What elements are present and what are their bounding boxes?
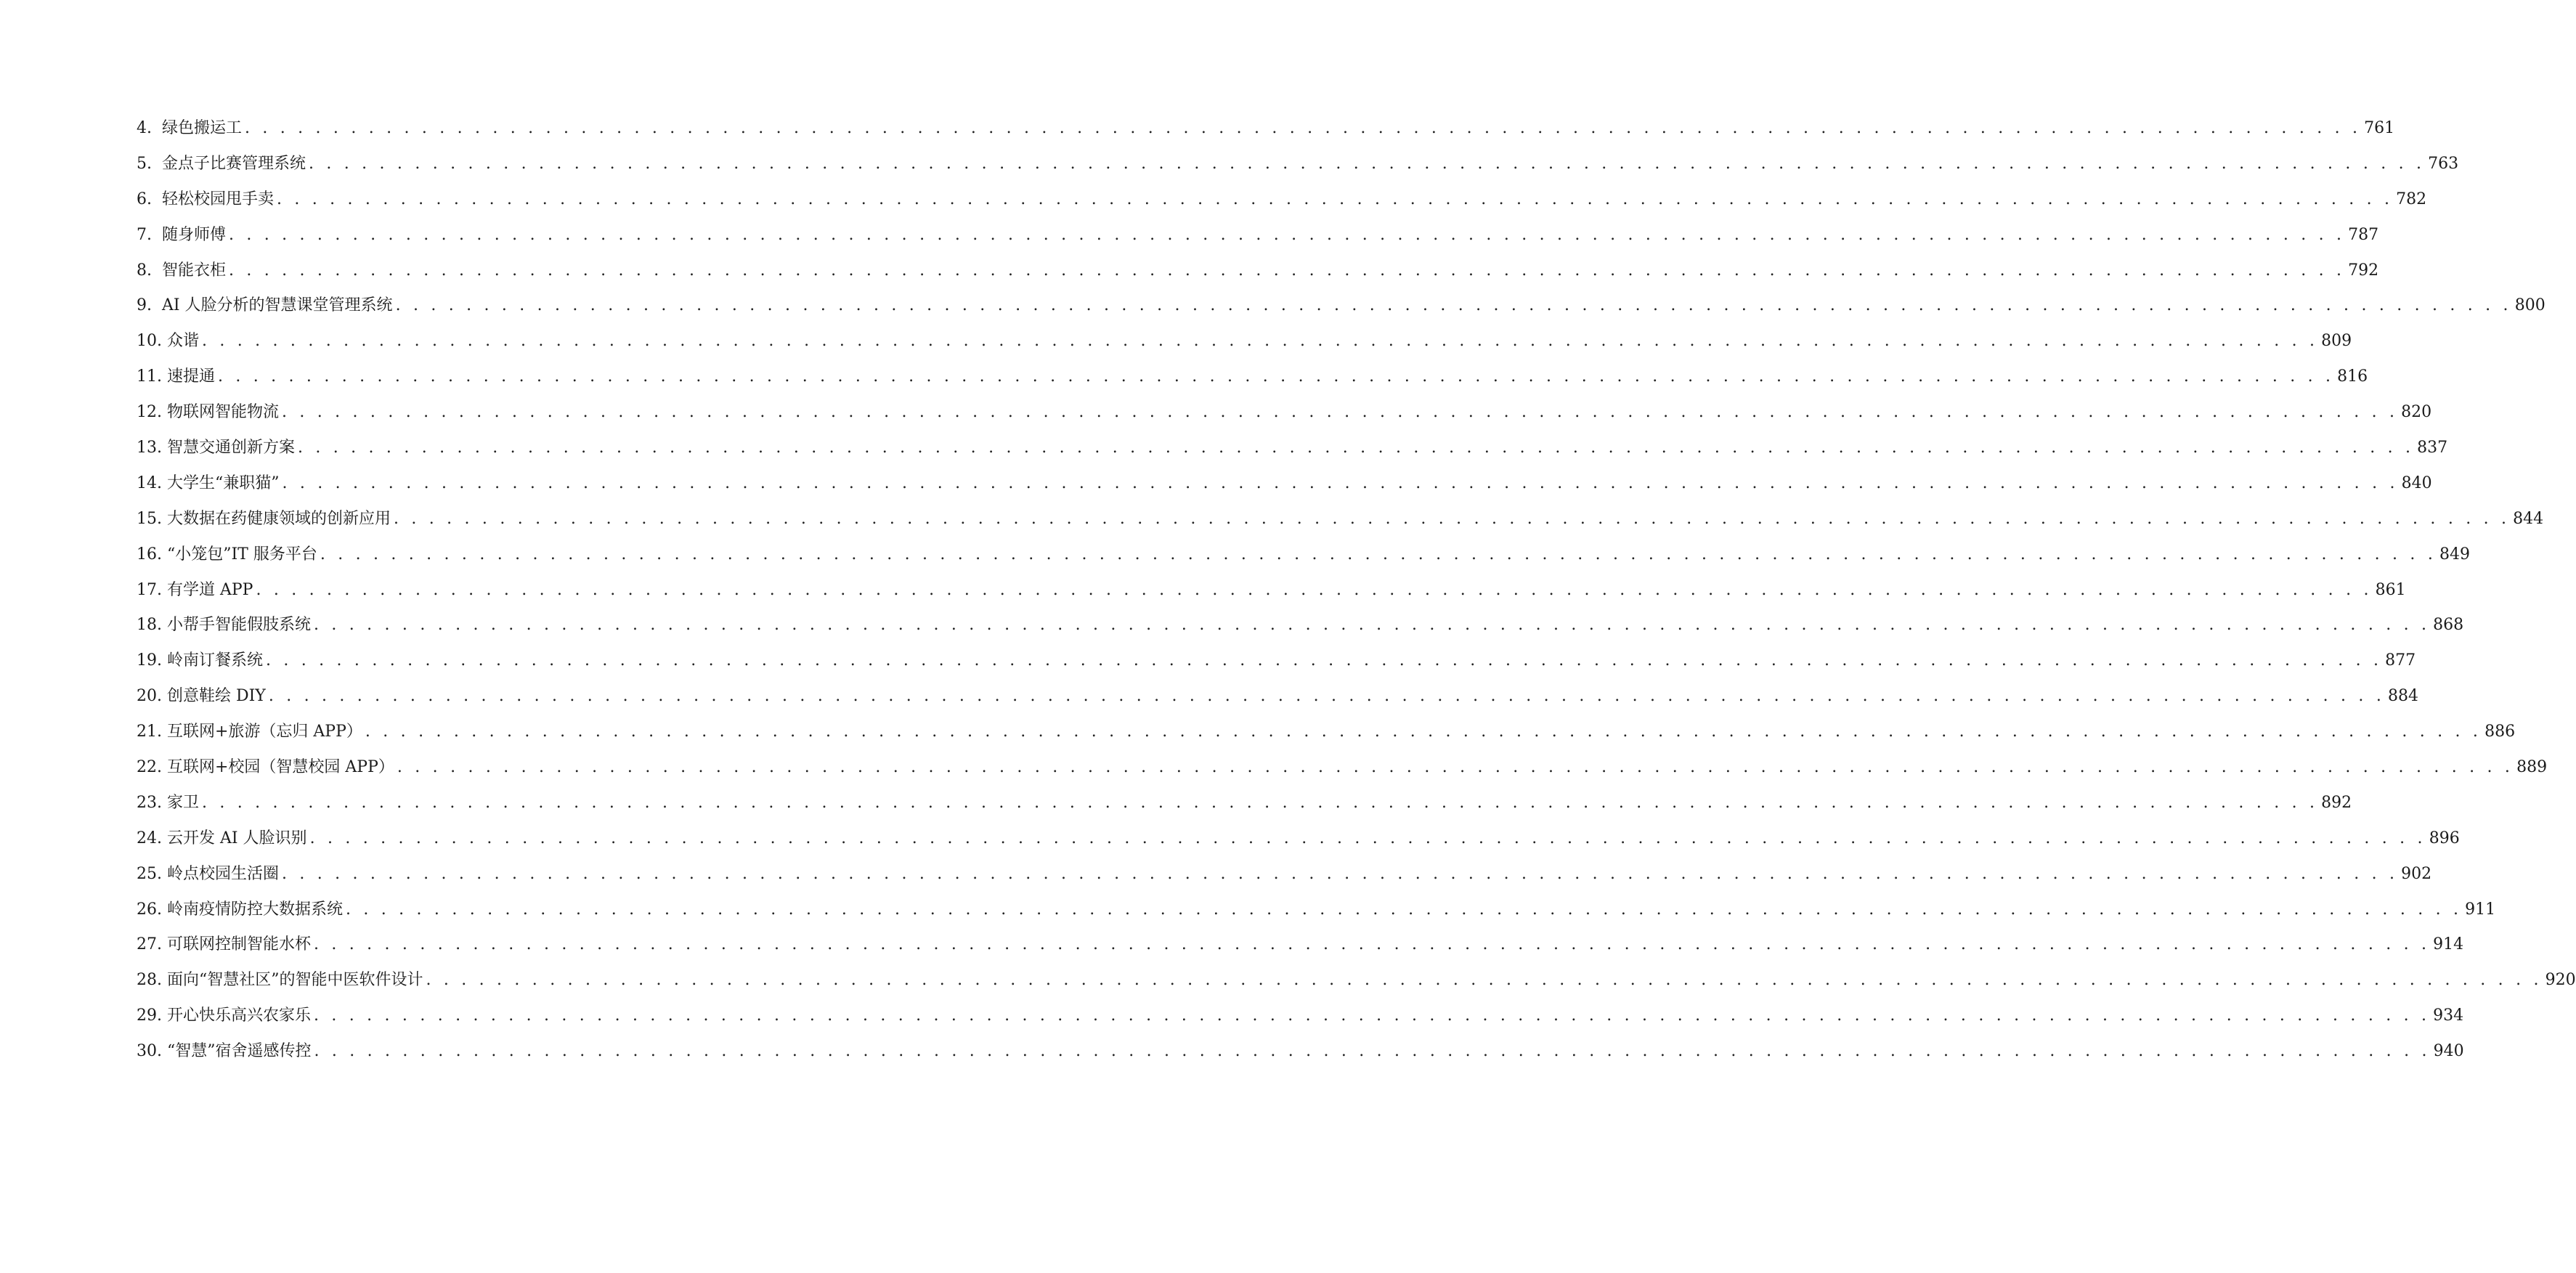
toc-entry[interactable]	[137, 643, 2416, 679]
toc-entry-number: 10.	[137, 332, 167, 351]
toc-entry[interactable]	[137, 999, 2464, 1034]
toc-entry[interactable]	[137, 502, 2544, 537]
toc-entry[interactable]	[137, 147, 2459, 182]
toc-entry[interactable]	[137, 750, 2548, 786]
toc-entry-title: 小帮手智能假肢系统	[166, 616, 311, 635]
toc-entry-title: 智慧交通创新方案	[166, 439, 295, 457]
toc-entry-page-number: 877	[2385, 651, 2416, 670]
toc-entry-title: 岭点校园生活圈	[166, 864, 279, 883]
toc-entry[interactable]	[137, 218, 2379, 253]
toc-entry-page-number: 816	[2337, 367, 2368, 386]
toc-dot-leader: . . . . . . . . . . . . . . . . . . . . . . . . . . . . . . . . . . . . . . . . . . . . . . . . . . . . . . . . . . . . . . . . . . . . . . . . . . . . . . . . . . . . . . . . . . . . . . . . . . . . . . . . . . . . . . . . . . . . . . . .	[282, 403, 2399, 422]
toc-entry-page-number: 889	[2516, 758, 2548, 777]
toc-entry-number: 9.	[137, 296, 162, 315]
toc-entry-page-number: 763	[2428, 154, 2459, 173]
toc-entry[interactable]	[137, 431, 2448, 466]
toc-entry-number: 14.	[137, 473, 167, 492]
toc-entry-title: 智能衣柜	[161, 261, 226, 280]
toc-entry[interactable]	[137, 608, 2464, 643]
toc-dot-leader: . . . . . . . . . . . . . . . . . . . . . . . . . . . . . . . . . . . . . . . . . . . . . . . . . . . . . . . . . . . . . . . . . . . . . . . . . . . . . . . . . . . . . . . . . . . . . . . . . . . . . . . . . . . . . . . . . . . . . . . .	[397, 758, 2514, 777]
toc-dot-leader: . . . . . . . . . . . . . . . . . . . . . . . . . . . . . . . . . . . . . . . . . . . . . . . . . . . . . . . . . . . . . . . . . . . . . . . . . . . . . . . . . . . . . . . . . . . . . . . . . . . . . . . . . . . . . . . . . . . . . . . .	[346, 900, 2463, 919]
toc-entry-title: 随身师傅	[161, 225, 226, 244]
toc-entry-page-number: 902	[2401, 864, 2432, 883]
toc-entry-number: 8.	[137, 261, 162, 280]
toc-entry-page-number: 892	[2321, 793, 2352, 812]
toc-entry[interactable]	[137, 857, 2432, 892]
toc-entry[interactable]	[137, 359, 2368, 395]
toc-entry-number: 18.	[137, 616, 167, 635]
toc-entry-title: 创意鞋绘 DIY	[166, 687, 266, 706]
toc-entry-title: 面向“智慧社区”的智能中医软件设计	[166, 971, 423, 990]
toc-entry-page-number: 809	[2321, 332, 2352, 351]
toc-entry[interactable]	[137, 253, 2379, 289]
toc-entry-number: 12.	[137, 403, 167, 422]
toc-dot-leader: . . . . . . . . . . . . . . . . . . . . . . . . . . . . . . . . . . . . . . . . . . . . . . . . . . . . . . . . . . . . . . . . . . . . . . . . . . . . . . . . . . . . . . . . . . . . . . . . . . . . . . . . . . . . . . . . . . . . . . . .	[282, 473, 2399, 492]
toc-entry[interactable]	[137, 927, 2464, 963]
toc-entry-number: 27.	[137, 935, 167, 954]
toc-entry-page-number: 800	[2514, 296, 2545, 315]
toc-entry-page-number: 914	[2433, 935, 2464, 954]
toc-entry-number: 7.	[137, 225, 162, 244]
toc-entry-number: 15.	[137, 509, 167, 528]
toc-dot-leader: . . . . . . . . . . . . . . . . . . . . . . . . . . . . . . . . . . . . . . . . . . . . . . . . . . . . . . . . . . . . . . . . . . . . . . . . . . . . . . . . . . . . . . . . . . . . . . . . . . . . . . . . . . . . . . . . . . . . . . . .	[298, 439, 2415, 457]
toc-entry-title: 岭南疫情防控大数据系统	[166, 900, 343, 919]
toc-entry-page-number: 920	[2545, 971, 2576, 990]
toc-entry-title: 可联网控制智能水杯	[166, 935, 311, 954]
toc-entry[interactable]	[137, 892, 2496, 928]
toc-entry-title: 云开发 AI 人脸识别	[166, 829, 307, 847]
toc-entry-title: 互联网+校园（智慧校园 APP）	[166, 758, 394, 777]
toc-entry-page-number: 837	[2417, 439, 2448, 457]
toc-dot-leader: . . . . . . . . . . . . . . . . . . . . . . . . . . . . . . . . . . . . . . . . . . . . . . . . . . . . . . . . . . . . . . . . . . . . . . . . . . . . . . . . . . . . . . . . . . . . . . . . . . . . . . . . . . . . . . . . . . . . . . . .	[245, 119, 2362, 137]
toc-entry-title: “智慧”宿舍遥感传控	[166, 1042, 312, 1061]
toc-entry[interactable]	[137, 395, 2432, 431]
toc-dot-leader: . . . . . . . . . . . . . . . . . . . . . . . . . . . . . . . . . . . . . . . . . . . . . . . . . . . . . . . . . . . . . . . . . . . . . . . . . . . . . . . . . . . . . . . . . . . . . . . . . . . . . . . . . . . . . . . . . . . . . . . .	[256, 580, 2373, 599]
toc-entry-number: 30.	[137, 1042, 167, 1061]
toc-entry[interactable]	[137, 821, 2460, 857]
toc-entry-page-number: 787	[2348, 225, 2379, 244]
toc-entry-title: 家卫	[166, 793, 199, 812]
toc-entry-title: 岭南订餐系统	[166, 651, 263, 670]
toc-entry[interactable]	[137, 111, 2395, 147]
toc-entry-page-number: 934	[2433, 1006, 2464, 1025]
toc-entry-title: 金点子比赛管理系统	[161, 154, 306, 173]
toc-dot-leader: . . . . . . . . . . . . . . . . . . . . . . . . . . . . . . . . . . . . . . . . . . . . . . . . . . . . . . . . . . . . . . . . . . . . . . . . . . . . . . . . . . . . . . . . . . . . . . . . . . . . . . . . . . . . . . . . . . . . . . . .	[395, 296, 2512, 315]
toc-entry-number: 19.	[137, 651, 167, 670]
toc-entry-number: 20.	[137, 687, 167, 706]
toc-entry-number: 24.	[137, 829, 167, 847]
toc-entry[interactable]	[137, 963, 2576, 999]
toc-entry-page-number: 782	[2396, 190, 2427, 208]
toc-dot-leader: . . . . . . . . . . . . . . . . . . . . . . . . . . . . . . . . . . . . . . . . . . . . . . . . . . . . . . . . . . . . . . . . . . . . . . . . . . . . . . . . . . . . . . . . . . . . . . . . . . . . . . . . . . . . . . . . . . . . . . . .	[229, 261, 2346, 280]
toc-dot-leader: . . . . . . . . . . . . . . . . . . . . . . . . . . . . . . . . . . . . . . . . . . . . . . . . . . . . . . . . . . . . . . . . . . . . . . . . . . . . . . . . . . . . . . . . . . . . . . . . . . . . . . . . . . . . . . . . . . . . . . . .	[426, 971, 2543, 990]
toc-entry[interactable]	[137, 1034, 2464, 1070]
toc-entry-number: 29.	[137, 1006, 167, 1025]
toc-entry-title: AI 人脸分析的智慧课堂管理系统	[161, 296, 393, 315]
toc-dot-leader: . . . . . . . . . . . . . . . . . . . . . . . . . . . . . . . . . . . . . . . . . . . . . . . . . . . . . . . . . . . . . . . . . . . . . . . . . . . . . . . . . . . . . . . . . . . . . . . . . . . . . . . . . . . . . . . . . . . . . . . .	[268, 687, 2386, 706]
toc-dot-leader: . . . . . . . . . . . . . . . . . . . . . . . . . . . . . . . . . . . . . . . . . . . . . . . . . . . . . . . . . . . . . . . . . . . . . . . . . . . . . . . . . . . . . . . . . . . . . . . . . . . . . . . . . . . . . . . . . . . . . . . .	[202, 793, 2319, 812]
toc-entry-page-number: 868	[2433, 616, 2464, 635]
toc-entry-number: 25.	[137, 864, 167, 883]
toc-entry-title: 大学生“兼职猫”	[166, 473, 280, 492]
toc-dot-leader: . . . . . . . . . . . . . . . . . . . . . . . . . . . . . . . . . . . . . . . . . . . . . . . . . . . . . . . . . . . . . . . . . . . . . . . . . . . . . . . . . . . . . . . . . . . . . . . . . . . . . . . . . . . . . . . . . . . . . . . .	[314, 1006, 2431, 1025]
toc-entry-title: 有学道 APP	[166, 580, 253, 599]
toc-entry[interactable]	[137, 715, 2516, 750]
toc-entry-page-number: 849	[2439, 545, 2471, 564]
toc-entry-number: 17.	[137, 580, 167, 599]
toc-entry-page-number: 792	[2348, 261, 2379, 280]
toc-dot-leader: . . . . . . . . . . . . . . . . . . . . . . . . . . . . . . . . . . . . . . . . . . . . . . . . . . . . . . . . . . . . . . . . . . . . . . . . . . . . . . . . . . . . . . . . . . . . . . . . . . . . . . . . . . . . . . . . . . . . . . . .	[277, 190, 2394, 208]
toc-entry[interactable]	[137, 537, 2471, 573]
toc-entry-title: 绿色搬运工	[161, 119, 242, 137]
toc-entry-number: 16.	[137, 545, 167, 564]
toc-entry-title: 速提通	[166, 367, 215, 386]
toc-dot-leader: . . . . . . . . . . . . . . . . . . . . . . . . . . . . . . . . . . . . . . . . . . . . . . . . . . . . . . . . . . . . . . . . . . . . . . . . . . . . . . . . . . . . . . . . . . . . . . . . . . . . . . . . . . . . . . . . . . . . . . . .	[218, 367, 2335, 386]
toc-entry-number: 23.	[137, 793, 167, 812]
toc-entry-page-number: 861	[2375, 580, 2406, 599]
toc-entry[interactable]	[137, 786, 2352, 821]
toc-dot-leader: . . . . . . . . . . . . . . . . . . . . . . . . . . . . . . . . . . . . . . . . . . . . . . . . . . . . . . . . . . . . . . . . . . . . . . . . . . . . . . . . . . . . . . . . . . . . . . . . . . . . . . . . . . . . . . . . . . . . . . . .	[266, 651, 2383, 670]
toc-entry[interactable]	[137, 679, 2419, 715]
toc-entry[interactable]	[137, 573, 2406, 609]
toc-entry-number: 26.	[137, 900, 167, 919]
toc-entry-page-number: 761	[2364, 119, 2395, 137]
toc-dot-leader: . . . . . . . . . . . . . . . . . . . . . . . . . . . . . . . . . . . . . . . . . . . . . . . . . . . . . . . . . . . . . . . . . . . . . . . . . . . . . . . . . . . . . . . . . . . . . . . . . . . . . . . . . . . . . . . . . . . . . . . .	[309, 829, 2426, 847]
toc-dot-leader: . . . . . . . . . . . . . . . . . . . . . . . . . . . . . . . . . . . . . . . . . . . . . . . . . . . . . . . . . . . . . . . . . . . . . . . . . . . . . . . . . . . . . . . . . . . . . . . . . . . . . . . . . . . . . . . . . . . . . . . .	[394, 509, 2511, 528]
toc-entry-number: 28.	[137, 971, 167, 990]
toc-entry-page-number: 884	[2388, 687, 2419, 706]
toc-dot-leader: . . . . . . . . . . . . . . . . . . . . . . . . . . . . . . . . . . . . . . . . . . . . . . . . . . . . . . . . . . . . . . . . . . . . . . . . . . . . . . . . . . . . . . . . . . . . . . . . . . . . . . . . . . . . . . . . . . . . . . . .	[202, 332, 2319, 351]
toc-entry-page-number: 886	[2484, 723, 2516, 741]
toc-dot-leader: . . . . . . . . . . . . . . . . . . . . . . . . . . . . . . . . . . . . . . . . . . . . . . . . . . . . . . . . . . . . . . . . . . . . . . . . . . . . . . . . . . . . . . . . . . . . . . . . . . . . . . . . . . . . . . . . . . . . . . . .	[229, 225, 2346, 244]
toc-dot-leader: . . . . . . . . . . . . . . . . . . . . . . . . . . . . . . . . . . . . . . . . . . . . . . . . . . . . . . . . . . . . . . . . . . . . . . . . . . . . . . . . . . . . . . . . . . . . . . . . . . . . . . . . . . . . . . . . . . . . . . . .	[320, 545, 2437, 564]
toc-entry-number: 21.	[137, 723, 167, 741]
toc-entry[interactable]	[137, 466, 2432, 502]
toc-entry-title: 开心快乐高兴农家乐	[166, 1006, 311, 1025]
toc-dot-leader: . . . . . . . . . . . . . . . . . . . . . . . . . . . . . . . . . . . . . . . . . . . . . . . . . . . . . . . . . . . . . . . . . . . . . . . . . . . . . . . . . . . . . . . . . . . . . . . . . . . . . . . . . . . . . . . . . . . . . . . .	[309, 154, 2426, 173]
toc-entry-title: 轻松校园甩手卖	[161, 190, 274, 208]
toc-entry-number: 13.	[137, 439, 167, 457]
toc-dot-leader: . . . . . . . . . . . . . . . . . . . . . . . . . . . . . . . . . . . . . . . . . . . . . . . . . . . . . . . . . . . . . . . . . . . . . . . . . . . . . . . . . . . . . . . . . . . . . . . . . . . . . . . . . . . . . . . . . . . . . . . .	[282, 864, 2399, 883]
toc-entry-title: 互联网+旅游（忘归 APP）	[166, 723, 362, 741]
toc-dot-leader: . . . . . . . . . . . . . . . . . . . . . . . . . . . . . . . . . . . . . . . . . . . . . . . . . . . . . . . . . . . . . . . . . . . . . . . . . . . . . . . . . . . . . . . . . . . . . . . . . . . . . . . . . . . . . . . . . . . . . . . .	[365, 723, 2482, 741]
toc-entry-title: 大数据在药健康领域的创新应用	[166, 509, 391, 528]
toc-entry-number: 4.	[137, 119, 162, 137]
table-of-contents	[137, 111, 2576, 1070]
toc-entry-title: 物联网智能物流	[166, 403, 279, 422]
toc-entry[interactable]	[137, 288, 2545, 324]
toc-entry[interactable]	[137, 324, 2352, 359]
toc-dot-leader: . . . . . . . . . . . . . . . . . . . . . . . . . . . . . . . . . . . . . . . . . . . . . . . . . . . . . . . . . . . . . . . . . . . . . . . . . . . . . . . . . . . . . . . . . . . . . . . . . . . . . . . . . . . . . . . . . . . . . . . .	[314, 616, 2431, 635]
toc-entry-page-number: 911	[2465, 900, 2496, 919]
toc-entry-title: “小笼包”IT 服务平台	[166, 545, 317, 564]
toc-entry-number: 6.	[137, 190, 162, 208]
toc-dot-leader: . . . . . . . . . . . . . . . . . . . . . . . . . . . . . . . . . . . . . . . . . . . . . . . . . . . . . . . . . . . . . . . . . . . . . . . . . . . . . . . . . . . . . . . . . . . . . . . . . . . . . . . . . . . . . . . . . . . . . . . .	[314, 935, 2431, 954]
toc-entry[interactable]	[137, 182, 2427, 218]
toc-entry-title: 众谐	[166, 332, 199, 351]
toc-entry-page-number: 896	[2429, 829, 2460, 847]
toc-entry-page-number: 820	[2401, 403, 2432, 422]
toc-entry-number: 22.	[137, 758, 167, 777]
toc-entry-number: 5.	[137, 154, 162, 173]
toc-entry-number: 11.	[137, 367, 167, 386]
toc-dot-leader: . . . . . . . . . . . . . . . . . . . . . . . . . . . . . . . . . . . . . . . . . . . . . . . . . . . . . . . . . . . . . . . . . . . . . . . . . . . . . . . . . . . . . . . . . . . . . . . . . . . . . . . . . . . . . . . . . . . . . . . .	[314, 1042, 2431, 1061]
toc-entry-page-number: 840	[2401, 473, 2432, 492]
toc-entry-page-number: 940	[2433, 1042, 2464, 1061]
toc-entry-page-number: 844	[2513, 509, 2544, 528]
